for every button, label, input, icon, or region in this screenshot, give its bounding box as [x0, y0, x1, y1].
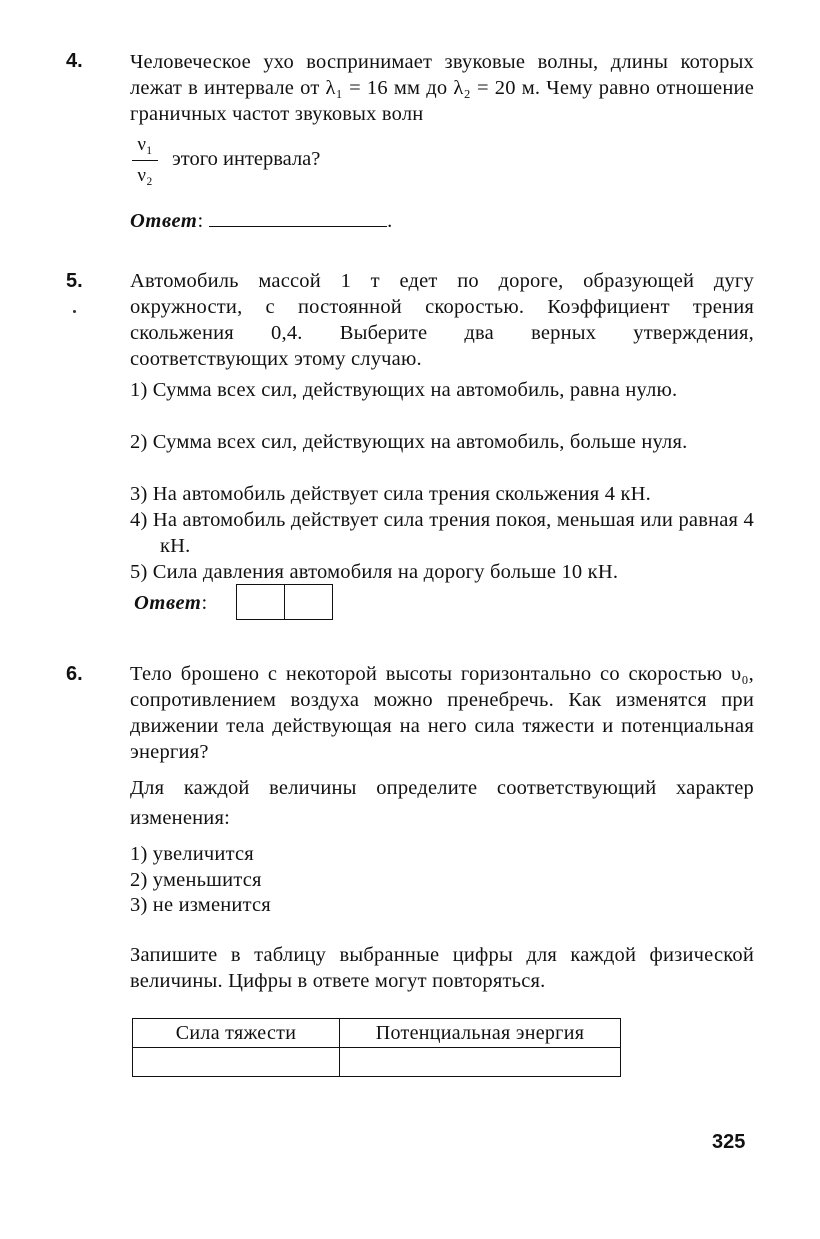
question-5-option-2: 2) Сумма всех сил, действующих на автомобиль, больше нуля.: [130, 431, 688, 453]
question-6-choice-2: 2) уменьшится: [130, 869, 262, 891]
question-5-option-3: 3) На автомобиль действует сила трения скольжения 4 кН.: [130, 483, 651, 505]
question-5-answer: Ответ:: [134, 592, 208, 614]
answer-blank-line[interactable]: [209, 208, 387, 227]
answer-digit-box-2[interactable]: [285, 584, 332, 619]
answer-label: Ответ: [134, 592, 202, 614]
answer-table: [132, 1018, 621, 1077]
question-6-choice-1: 1) увеличится: [130, 843, 254, 865]
answer-label: Ответ: [130, 210, 198, 232]
fraction-numerator: ν₁: [137, 134, 153, 155]
question-5-option-4: 4) На автомобиль действует сила трения покоя, меньшая или равная 4 кН.: [130, 509, 754, 557]
header-gravity-force: Сила тяжести: [133, 1019, 340, 1048]
fraction-denominator: ν₂: [137, 165, 153, 186]
answer-table-input-row: [133, 1048, 621, 1077]
question-5-option-5: 5) Сила давления автомобиля на дорогу больше 10 кН.: [130, 561, 619, 583]
fraction-bar: [132, 160, 158, 161]
frequency-ratio-fraction: [130, 134, 160, 187]
answer-digit-boxes: [236, 584, 333, 620]
question-4-answer: Ответ: .: [130, 210, 393, 232]
question-4-text: Человеческое ухо воспринимает звуковые волны, длины которых лежат в интервале от λ₁ = 16 мм до λ₂ = 20 м. Чему равно отношение граничных частот звуковых волн: [130, 51, 754, 125]
answer-suffix: .: [387, 210, 393, 232]
question-6-table-instruction: Запишите в таблицу выбранные цифры для каждой физической величины. Цифры в ответе могут повторяться.: [130, 944, 754, 992]
question-5-number: 5.: [66, 270, 83, 292]
question-6-choice-3: 3) не изменится: [130, 894, 271, 916]
question-6-text: Тело брошено с некоторой высоты горизонтально со скоростью υ₀, сопротивлением воздуха можно пренебречь. Как изменятся при движении тела действующая на него сила тяжести и потенциальная энергия?: [130, 663, 754, 763]
question-5-text: Автомобиль массой 1 т едет по дороге, образующей дугу окружности, с постоянной скоростью. Коэффициент трения скольжения 0,4. Выберите два верных утверждения, соответствующих этому случаю.: [130, 270, 754, 370]
fraction-tail-text: этого интервала?: [172, 148, 321, 170]
header-potential-energy: Потенциальная энергия: [340, 1019, 621, 1048]
question-4-number: 4.: [66, 50, 83, 72]
question-6-number: 6.: [66, 663, 83, 685]
question-6-instruction: Для каждой величины определите соответствующий характер изменения:: [130, 777, 754, 829]
answer-cell-gravity-force[interactable]: [133, 1048, 340, 1077]
answer-digit-box-1[interactable]: [237, 584, 285, 619]
page-number: 325: [712, 1131, 746, 1153]
answer-table-header-row: [133, 1019, 621, 1048]
question-5-option-1: 1) Сумма всех сил, действующих на автомобиль, равна нулю.: [130, 379, 678, 401]
answer-cell-potential-energy[interactable]: [340, 1048, 621, 1077]
margin-dot: [73, 310, 76, 313]
